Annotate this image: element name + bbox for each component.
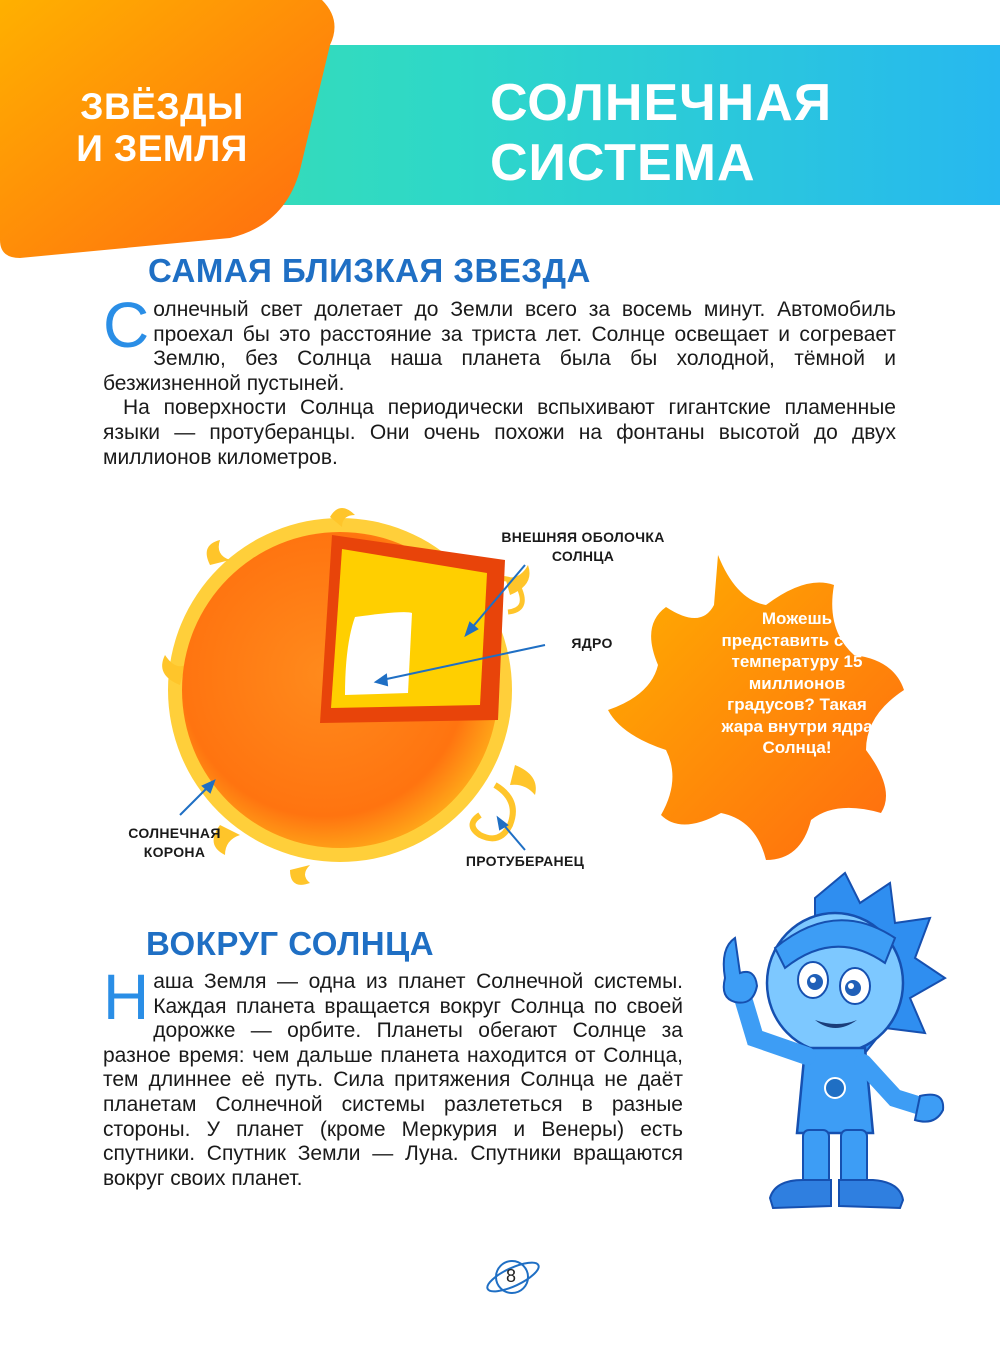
section2-paragraph: аша Земля — одна из планет Солнечной системы. Каждая планета вращается вокруг Солнца по своей дорожке — орбите. Планеты обегают Солнце за разное время: чем дальше планета находится от Солнца, тем длиннее её путь. Сила притяжения Солнца не даёт планетам Солнечной системы разлететься в разные стороны. У планет (кроме Меркурия и Венеры) есть спутники. Спутник Земли — Луна. Спутники вращаются вокруг своих планет.: [103, 970, 683, 1190]
section2-text: [103, 961, 683, 1191]
label-outer-shell: ВНЕШНЯЯ ОБОЛОЧКА СОЛНЦА: [501, 529, 665, 564]
label-corona: СОЛНЕЧНАЯ КОРОНА: [128, 825, 221, 860]
section1-paragraph1: олнечный свет долетает до Земли всего за восемь минут. Автомобиль проехал бы это расстояние за триста лет. Солнце освещает и согревает Землю, без Солнца наша планета была бы холодной, тёмной и безжизненной пустыней.: [103, 298, 896, 395]
fact-text: Можешь представить себе температуру 15 миллионов градусов? Такая жара внутри ядра Солнца!: [721, 609, 873, 757]
arrow-prominence: [502, 823, 525, 850]
arrow-corona: [180, 785, 210, 815]
page-title: СОЛНЕЧНАЯ СИСТЕМА: [490, 74, 833, 192]
dropcap: С: [103, 289, 150, 361]
character-illustration: [695, 868, 950, 1223]
character-shoe: [770, 1180, 831, 1208]
page-number: 8: [505, 1266, 516, 1286]
section-title-around-sun: ВОКРУГ СОЛНЦА: [146, 925, 435, 962]
label-prominence: ПРОТУБЕРАНЕЦ: [465, 853, 585, 869]
section-title-closest-star: САМАЯ БЛИЗКАЯ ЗВЕЗДА: [148, 252, 591, 289]
section1-text: [103, 289, 896, 470]
character-arm: [863, 1063, 927, 1108]
section1-paragraph2: На поверхности Солнца периодически вспыхивают гигантские пламенные языки — протуберанцы. Они очень похожи на фонтаны высотой до двух миллионов километров.: [103, 396, 896, 469]
chapter-title: ЗВЁЗДЫ И ЗЕМЛЯ: [76, 86, 248, 169]
character-shoe: [839, 1180, 903, 1208]
dropcap: Н: [103, 961, 150, 1033]
character-hand: [724, 938, 757, 1003]
prominence: [473, 785, 513, 838]
label-core: ЯДРО: [571, 635, 613, 651]
